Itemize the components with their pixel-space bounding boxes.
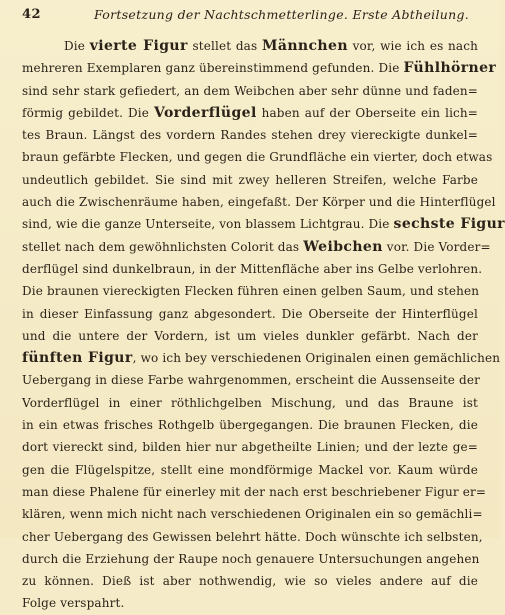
emphasized-term: Vorderflügel	[153, 104, 257, 121]
emphasized-term: vierte Figur	[89, 38, 188, 54]
text-line	[22, 124, 478, 146]
text-line	[22, 392, 478, 414]
emphasized-term: Männchen	[261, 38, 348, 54]
text-segment: gen die Flügelspitze, stellt eine mondförmige Mackel vor. Kaum würde	[22, 462, 478, 477]
text-segment: vor. Die Vorder=	[382, 239, 491, 254]
text-line	[22, 35, 478, 57]
text-segment: sind, wie die ganze Unterseite, von blassem Lichtgrau. Die	[22, 217, 394, 232]
text-segment: durch die Erziehung der Raupe noch genauere Untersuchungen angehen	[22, 551, 480, 566]
emphasized-term: Weibchen	[303, 238, 383, 255]
text-line	[22, 191, 496, 213]
text-segment: , wo ich bey verschiedenen Originalen einen gemächlichen	[132, 351, 501, 366]
text-line	[22, 258, 483, 280]
text-line	[22, 102, 478, 124]
text-segment: man diese Phalene für einerley mit der nach erst beschriebener Figur er=	[22, 484, 487, 499]
page-header	[22, 6, 478, 24]
text-segment: stellet nach dem gewöhnlichsten Colorit das	[22, 239, 304, 254]
text-line	[22, 414, 478, 436]
text-line	[22, 548, 478, 570]
text-line	[22, 347, 501, 369]
text-segment: braun gefärbte Flecken, und gegen die Grundfläche ein vierter, doch etwas	[22, 150, 493, 165]
text-line	[22, 592, 478, 614]
text-segment: sind sehr stark gefiedert, an dem Weibchen aber sehr dünne und faden=	[22, 83, 478, 98]
text-segment: Die	[64, 39, 90, 53]
text-line	[22, 503, 483, 525]
text-segment: haben auf der Oberseite ein lich=	[256, 105, 479, 120]
emphasized-term: fünften Figur	[22, 350, 133, 367]
text-segment: und die untere der Vordern, ist um vieles dunkler gefärbt. Nach der	[22, 328, 478, 343]
text-segment: Vorderflügel in einer röthlichgelben Mischung, und das Braune ist	[22, 395, 478, 410]
text-segment: mehreren Exemplaren ganz übereinstimmend gefunden. Die	[22, 61, 404, 76]
text-segment: vor, wie ich es nach	[347, 39, 478, 53]
text-segment: in dieser Einfassung ganz abgesondert. Die Oberseite der Hinterflügel	[22, 306, 478, 321]
text-line	[22, 280, 478, 302]
running-title: Fortsetzung der Nachtschmetterlinge. Erste Abtheilung.	[94, 7, 470, 22]
text-line	[22, 459, 478, 481]
text-line	[22, 80, 478, 102]
body-text	[22, 35, 505, 615]
text-line	[22, 436, 478, 458]
text-line	[22, 369, 478, 391]
text-segment: dort viereckt sind, bilden hier nur abgetheilte Linien; und der lezte ge=	[22, 440, 478, 455]
text-segment: zu können. Dieß ist aber nothwendig, wie so vieles andere auf die	[22, 574, 478, 589]
text-line	[22, 213, 505, 235]
text-line	[22, 169, 478, 191]
emphasized-term: Fühlhörner	[403, 60, 497, 77]
text-segment: tes Braun. Längst des vordern Randes stehen drey viereckigte dunkel=	[22, 128, 478, 143]
text-segment: förmig gebildet. Die	[22, 105, 154, 120]
text-line	[22, 57, 497, 79]
page-number: 42	[22, 7, 42, 22]
emphasized-term: sechste Figur	[393, 216, 505, 233]
text-line	[22, 325, 478, 347]
text-segment: stellet das	[187, 39, 262, 53]
text-segment: in ein etwas frisches Rothgelb übergegangen. Die braunen Flecken, die	[22, 418, 478, 433]
text-segment: Uebergang in diese Farbe wahrgenommen, erscheint die Aussenseite der	[22, 373, 480, 388]
text-line	[22, 570, 478, 592]
text-segment: auch die Zwischenräume haben, eingefaßt. Der Körper und die Hinterflügel	[22, 195, 496, 210]
text-segment: Folge verspahrt.	[22, 596, 125, 611]
text-line	[22, 236, 491, 258]
text-line	[22, 481, 487, 503]
text-segment: Die braunen viereckigten Flecken führen einen gelben Saum, und stehen	[22, 284, 480, 299]
text-segment: derflügel sind dunkelbraun, in der Mittenfläche aber ins Gelbe verlohren.	[22, 261, 483, 276]
text-segment: klären, wenn mich nicht nach verschiedenen Originalen ein so gemächli=	[22, 507, 483, 522]
text-line	[22, 526, 483, 548]
text-segment: undeutlich gebildet. Sie sind mit zwey helleren Streifen, welche Farbe	[22, 172, 478, 187]
text-line	[22, 303, 478, 325]
text-line	[22, 146, 493, 168]
text-segment: cher Uebergang des Gewissen belehrt hätte. Doch wünschte ich selbsten,	[22, 529, 483, 544]
